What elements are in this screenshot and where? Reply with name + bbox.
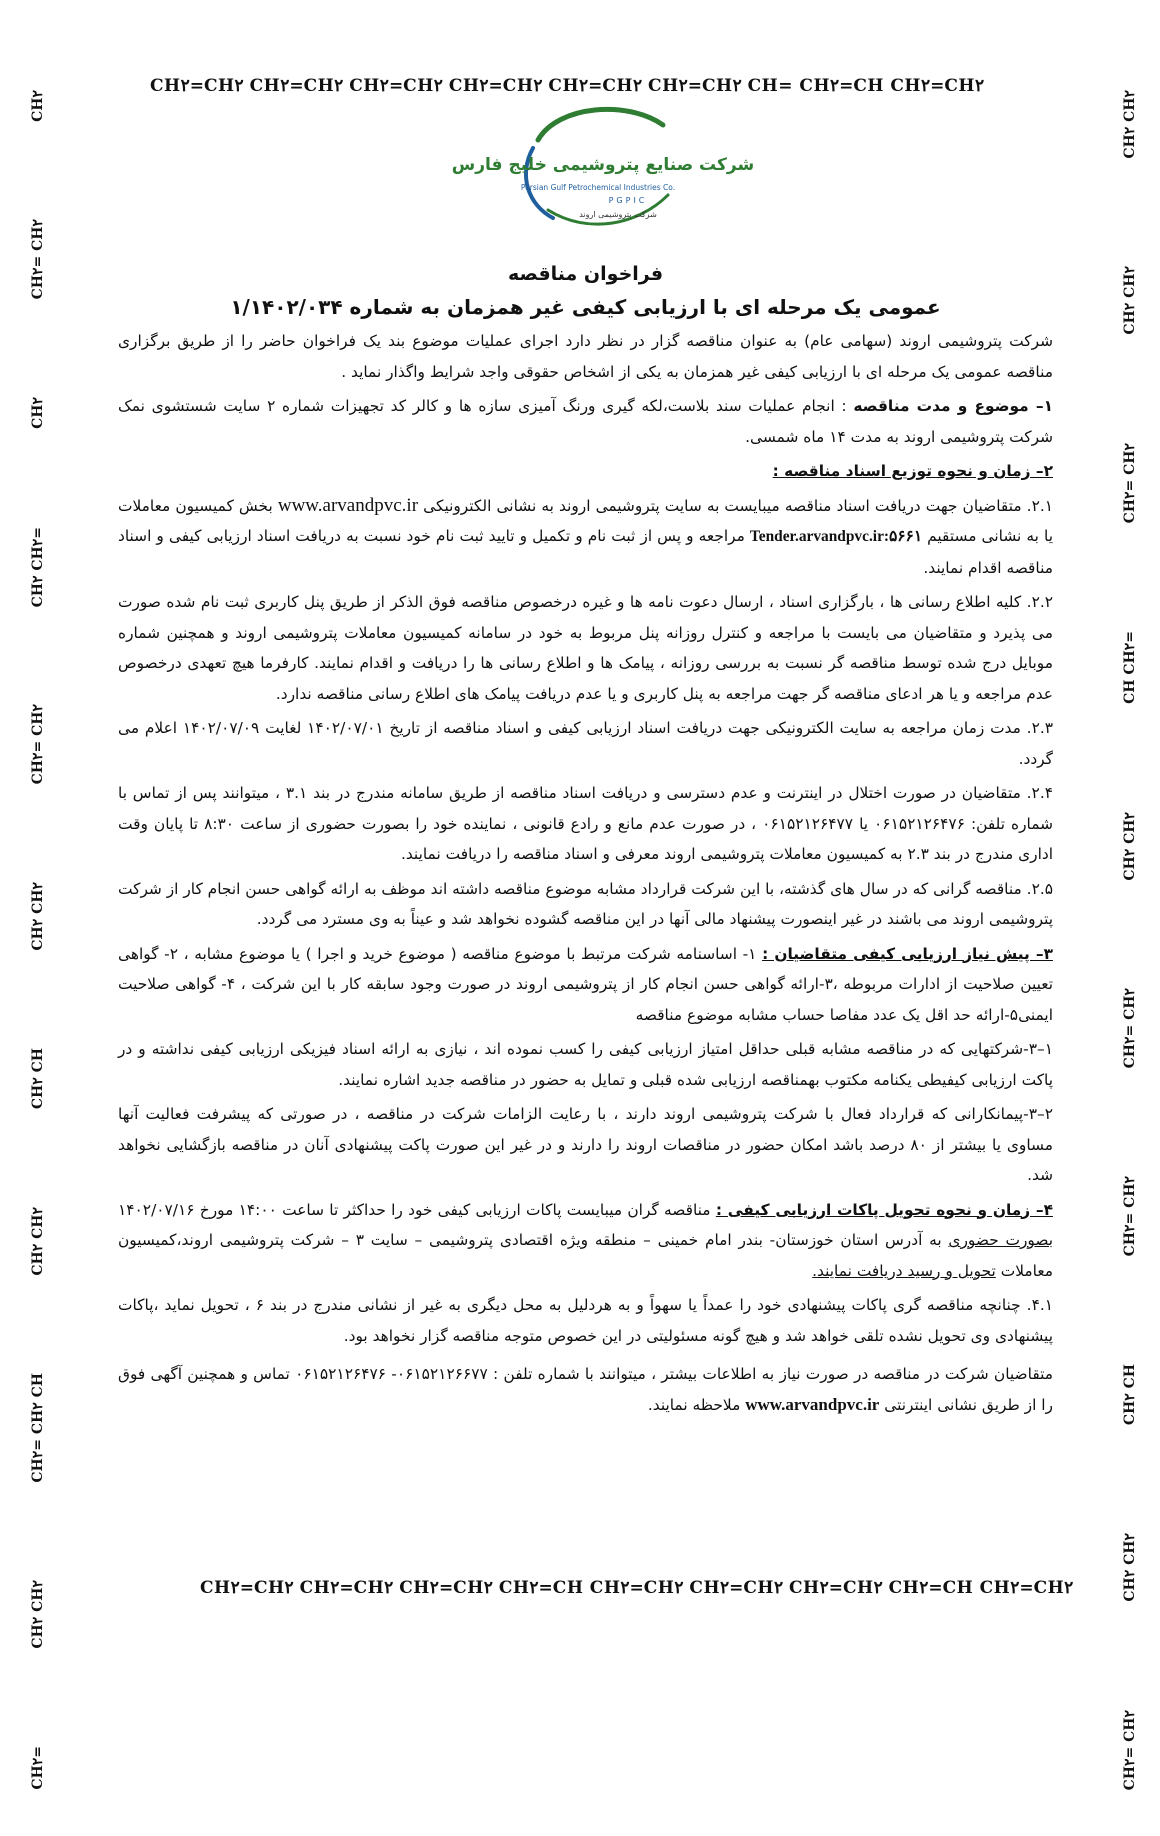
section-2-heading-row bbox=[118, 456, 1053, 487]
section-1-text: : انجام عملیات سند بلاست،لکه گیری ورنگ آمیزی سازه ها و کالر کد تجهیزات شماره ۲ سایت شستشوی نمک شرکت پتروشیمی اروند به مدت ۱۴ ماه شمسی. bbox=[118, 397, 1053, 446]
section-1 bbox=[118, 391, 1053, 452]
chem-formula: CH۲= CH۲ bbox=[30, 219, 46, 300]
chem-formula: CH۲ bbox=[30, 397, 46, 430]
chem-formula: CH۲= bbox=[30, 1746, 46, 1790]
closing-paragraph bbox=[118, 1359, 1053, 1420]
section-3-text: ۱- اساسنامه شرکت مرتبط با موضوع مناقصه ( موضوع خرید و اجرا ) یا موضوع مشابه ، ۲- گواهی تعیین صلاحیت از ادارات مربوطه ،۳-ارائه گواهی حسن انجام کار از پتروشیمی اروند در صورت وجود سابقه کار با این شرکت ، ۴- گواهی صلاحیت ایمنی۵-ارائه حد اقل یک عدد مفاصا حساب مشابه موضوع مناقصه bbox=[118, 944, 1054, 1024]
clause-3-1: ۱–۳-شرکتهایی که در مناقصه مشابه قبلی حداقل امتیاز ارزیابی کیفی را کسب نموده اند ، نیازی به ارائه اسناد فیزیکی ارزیابی کیفی نداشته و در پاکت ارزیابی کیفیطی یکنامه مکتوب بهمناقصه ارزیابی شده قبلی و تمایل به حضور در مناقصه جدید اشاره نمایند. bbox=[118, 1040, 1053, 1089]
chem-formula: CH۲= CH۲ bbox=[1122, 987, 1138, 1069]
chem-border-top: CH۲=CH۲ CH۲=CH۲ CH۲=CH۲ CH۲=CH۲ CH۲=CH۲ CH۲=CH۲ CH= CH۲=CH CH۲=CH۲ bbox=[150, 76, 985, 96]
closing-text-b: ملاحظه نمایند. bbox=[647, 1395, 746, 1414]
tender-notice bbox=[118, 258, 1053, 1424]
chem-formula: CH۲ CH۲ bbox=[1122, 266, 1138, 336]
notice-title: فراخوان مناقصه bbox=[507, 263, 664, 285]
chem-formula: CH۲= CH۲ bbox=[1122, 1709, 1138, 1790]
section-4 bbox=[118, 1195, 1053, 1287]
section-4-text-c: تحویل و رسید دریافت نمایند. bbox=[812, 1261, 996, 1280]
chem-formula: CH۲= CH۲ CH bbox=[30, 1373, 46, 1483]
clause-4-1: ۴.۱. چنانچه مناقصه گری پاکات پیشنهادی خود را عمداً یا سهواً و به هردلیل به محل دیگری به غیر از نشانی مندرج در بند ۶ ، تحویل نماید ،پاکات پیشنهادی وی تحویل نشده تلقی خواهد شد و هیچ گونه مسئولیتی در این خصوص متوجه مناقصه گزار نخواهد بود. bbox=[118, 1296, 1053, 1345]
clause-2-4: ۲.۴. متقاضیان در صورت اختلال در اینترنت و عدم دسترسی و دریافت اسناد مناقصه از طریق سامانه مندرج در بند ۳.۱ ، میتوانند پس از تماس با شماره تلفن: ۰۶۱۵۲۱۲۶۴۷۶ یا ۰۶۱۵۲۱۲۶۴۷۷ ، در صورت عدم مانع و رادع قانونی ، نماینده خود را بصورت حضوری از ساعت ۸:۳۰ تا پایان وقت اداری مندرج در بند ۲.۳ به کمیسیون معاملات پتروشیمی اروند معرفی و اسناد مناقصه را دریافت نمایند. bbox=[118, 784, 1053, 863]
chem-formula: CH۲ CH۲= bbox=[30, 526, 46, 607]
section-3 bbox=[118, 939, 1053, 1031]
clause-2-1-text-b: بخش کمیسیون معاملات یا به نشانی مستقیم bbox=[118, 496, 1053, 545]
logo-sub: شرکت پتروشیمی اروند bbox=[579, 210, 657, 219]
intro-paragraph: شرکت پتروشیمی اروند (سهامی عام) به عنوان مناقصه گزار در نظر دارد اجرای عملیات موضوع بند یک فراخوان حاضر را از طریق برگزاری مناقصه عمومی یک مرحله ای با ارزیابی کیفی غیر همزمان به یکی از اشخاص حقوقی واجد شرایط واگذار نماید . bbox=[118, 332, 1053, 381]
section-4-text-b: به آدرس استان خوزستان- بندر امام خمینی – منطقه ویژه اقتصادی پتروشیمی – سایت ۳ – شرکت پتروشیمی اروند،کمیسیون معاملات bbox=[118, 1231, 1053, 1280]
chem-formula: CH۲ bbox=[30, 90, 46, 122]
logo-name: شرکت صنایع پتروشیمی خلیج فارس bbox=[451, 155, 755, 175]
chem-formula: CH۲ CH۲ bbox=[30, 1580, 46, 1649]
clause-2-5: ۲.۵. مناقصه گرانی که در سال های گذشته، با این شرکت قرارداد مشابه موضوع مناقصه داشته اند موظف به ارائه گواهی حسن انجام کار از شرکت پتروشیمی اروند می باشند در غیر اینصورت پیشنهاد مالی آنها در این مناقصه گشوده نخواهد شد و عیناً به وی مسترد می گردد. bbox=[118, 879, 1053, 928]
chem-formula: CH۲ CH bbox=[1122, 1364, 1138, 1426]
clause-2-3: ۲.۳. مدت زمان مراجعه به سایت الکترونیکی جهت دریافت اسناد ارزیابی کیفی و اسناد مناقصه از تاریخ ۱۴۰۲/۰۷/۰۱ لغایت ۱۴۰۲/۰۷/۰۹ اعلام می گردد. bbox=[118, 719, 1053, 768]
section-2-heading: ۲– زمان و نحوه توزیع اسناد مناقصه : bbox=[772, 462, 1053, 480]
notice-subtitle: عمومی یک مرحله ای با ارزیابی کیفی غیر همزمان به شماره ۱/۱۴۰۲/۰۳۴ bbox=[230, 295, 941, 319]
chem-formula: CH۲ CH۲ bbox=[1122, 90, 1138, 159]
chem-formula: CH۲ CH bbox=[30, 1048, 46, 1110]
section-4-in-person: بصورت حضوری bbox=[948, 1231, 1053, 1249]
clause-2-1-text-a: ۲.۱. متقاضیان جهت دریافت اسناد مناقصه میبایست به سایت پتروشیمی اروند به نشانی الکترونیکی bbox=[418, 496, 1053, 515]
company-logo bbox=[451, 100, 755, 248]
logo-abbr: PGPIC bbox=[608, 196, 648, 205]
website-link[interactable]: www.arvandpvc.ir bbox=[277, 494, 419, 516]
chem-formula: CH۲= CH۲ bbox=[30, 704, 46, 785]
chem-formula: CH CH۲= bbox=[1122, 630, 1138, 704]
tender-portal-link[interactable]: Tender.arvandpvc.ir:۵۶۶۱ bbox=[749, 528, 923, 545]
clause-2-1 bbox=[118, 491, 1053, 584]
chem-formula: CH۲= CH۲ bbox=[1122, 442, 1138, 524]
clause-2-1-text-c: مراجعه و پس از ثبت نام و تکمیل و تایید ثبت نام خود نسبت به دریافت اسناد ارزیابی کیفی و اسناد مناقصه اقدام نمایند. bbox=[118, 527, 1053, 577]
chem-border-left bbox=[30, 90, 46, 1790]
chem-border-bottom: CH۲=CH۲ CH۲=CH۲ CH۲=CH۲ CH۲=CH CH۲=CH۲ CH۲=CH۲ CH۲=CH۲ CH۲=CH CH۲=CH۲ bbox=[200, 1578, 1074, 1598]
chem-formula: CH۲ CH۲ bbox=[30, 1206, 46, 1276]
clause-3-2: ۲–۳-پیمانکارانی که قرارداد فعال با شرکت پتروشیمی اروند دارند ، با رعایت الزامات شرکت در مناقصه ، در صورتی که پیشرفت فعالیت آنها مساوی یا بیشتر از ۸۰ درصد باشد امکان حضور در مناقصات اروند را دارند و در غیر این صورت پاکت پیشنهادی آنان در مناقصه بازگشایی نخواهد شد. bbox=[118, 1105, 1053, 1184]
chem-border-right bbox=[1122, 90, 1138, 1790]
section-4-text-a: مناقصه گران میبایست پاکات ارزیابی کیفی خود را حداکثر تا ساعت ۱۴:۰۰ مورخ ۱۴۰۲/۰۷/۱۶ bbox=[118, 1200, 716, 1219]
chem-formula: CH۲ CH۲ bbox=[30, 882, 46, 951]
closing-text-a: متقاضیان شرکت در مناقصه در صورت نیاز به اطلاعات بیشتر ، میتوانند با شماره تلفن : ۰۶۱۵۲۱۲۶۶۷۷- ۰۶۱۵۲۱۲۶۴۷۶ تماس و همچنین آگهی فوق را از طریق نشانی اینترنتی bbox=[118, 1365, 1053, 1414]
section-1-heading: ۱– موضوع و مدت مناقصه bbox=[853, 397, 1053, 415]
section-4-heading: ۴– زمان و نحوه تحویل پاکات ارزیابی کیفی : bbox=[715, 1200, 1053, 1219]
section-3-heading: ۳– پیش نیاز ارزیابی کیفی متقاضیان : bbox=[762, 944, 1053, 963]
closing-website-link[interactable]: www.arvandpvc.ir bbox=[745, 1394, 880, 1414]
clause-2-2: ۲.۲. کلیه اطلاع رسانی ها ، بارگزاری اسناد ، ارسال دعوت نامه ها و غیره درخصوص مناقصه فوق الذکر از طریق پنل کاربری ثبت نام شده صورت می پذیرد و متقاضیان می بایست با مراجعه و کنترل روزانه پنل مربوط به خود در سامانه کمیسیون معاملات پتروشیمی اروند و همچنین شماره موبایل درج شده توسط مناقصه گر نسبت به بررسی روزانه ، پیامک ها و اطلاع رسانی ها را دریافت و اقدام نمایند. کارفرما هیچ تعهدی درخصوص عدم مراجعه و یا هر ادعای مناقصه گر جهت مراجعه به پنل کاربری و یا عدم دریافت پیامک های اطلاع رسانی مناقصه ندارد. bbox=[118, 593, 1053, 703]
chem-formula: CH۲= CH۲ bbox=[1122, 1176, 1138, 1257]
chem-formula: CH۲ CH۲ bbox=[1122, 1533, 1138, 1602]
chem-formula: CH۲ CH۲ bbox=[1122, 811, 1138, 881]
logo-english: Persian Gulf Petrochemical Industries Co. bbox=[520, 183, 676, 192]
